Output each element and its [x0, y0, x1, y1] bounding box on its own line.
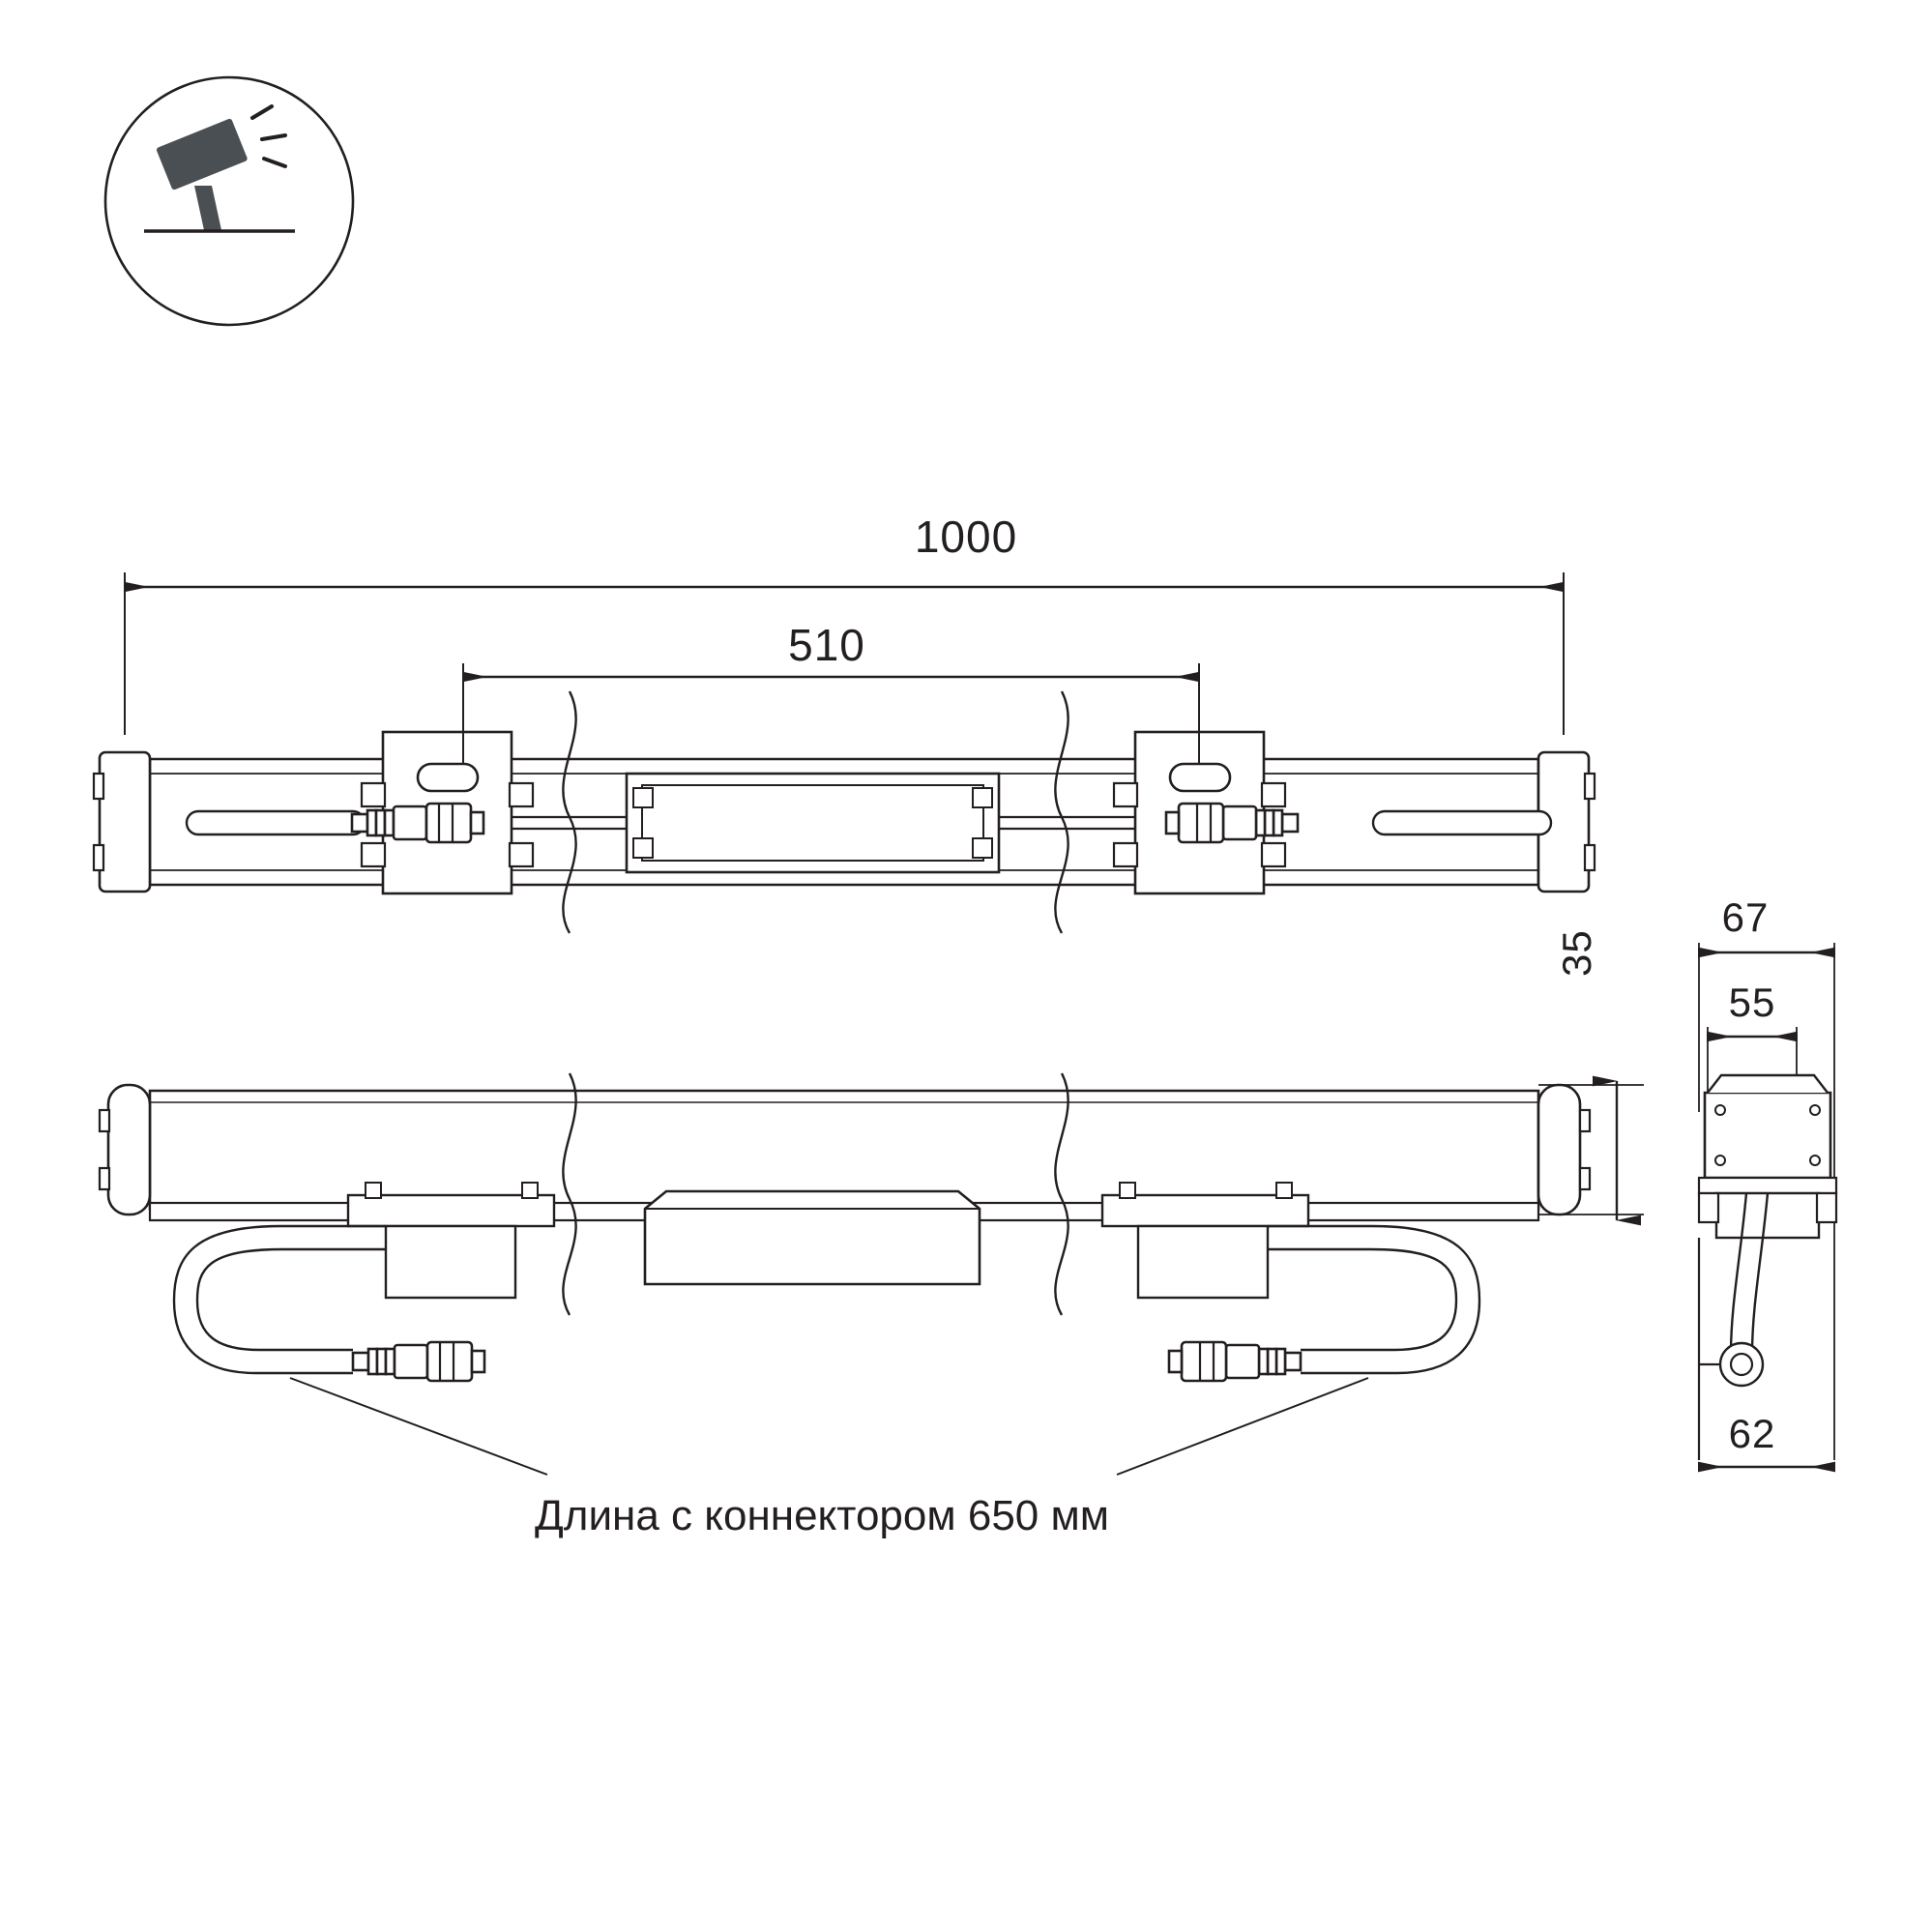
mounting-bracket-right [1114, 677, 1285, 893]
mounting-bracket-left-front [348, 1183, 554, 1298]
dimension-label-width-inner: 55 [1728, 980, 1776, 1025]
top-view [94, 677, 1595, 933]
dimension-label-width-outer: 67 [1721, 894, 1770, 940]
driver-module-front [645, 1191, 980, 1284]
connector-front-right [1169, 1342, 1301, 1381]
mounting-bracket-left [362, 677, 533, 893]
front-view [100, 1073, 1590, 1475]
connector-top-right [1166, 804, 1298, 842]
dimension-label-depth: 62 [1728, 1411, 1776, 1456]
dimension-label-overall-length: 1000 [914, 512, 1018, 562]
connector-front-left [353, 1342, 484, 1381]
dimension-label-mounting-distance: 510 [788, 620, 865, 670]
dimension-510 [463, 663, 1199, 774]
connector-top-left [352, 804, 483, 842]
note-connector-length: Длина с коннектором 650 мм [535, 1492, 1109, 1539]
product-type-icon [105, 77, 353, 325]
dimension-label-height: 35 [1554, 929, 1599, 977]
mounting-bracket-right-front [1102, 1183, 1308, 1298]
